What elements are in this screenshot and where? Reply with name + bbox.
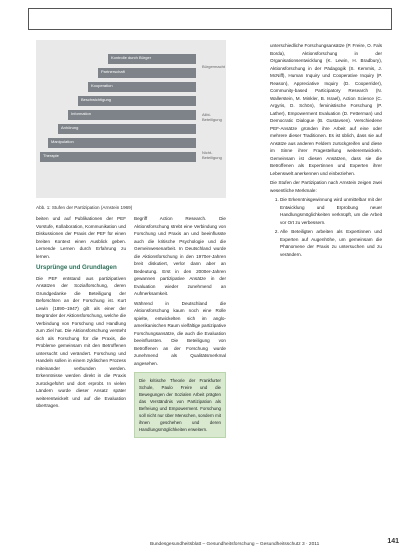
figure-caption: Abb. 1: Stufen der Partizipation (Arnstein 1969) bbox=[36, 205, 133, 210]
column-1-intro: beiten und auf Publikationen der PEF Vorstufe, Kollaboration, Kommunikation und Diskussionen der Praxis der PEF für einen breiten Kontext einen Ausblick geben. Lernende Lernen durch Erfahrung zu lernen. bbox=[36, 216, 126, 259]
text-column-1 bbox=[36, 215, 126, 412]
participation-ladder-figure bbox=[36, 40, 226, 198]
journal-footer: Bundesgesundheitsblatt – Gesundheitsforschung – Gesundheitsschutz 3 · 2011 bbox=[150, 542, 320, 547]
ladder-annotation: Nicht-Beteiligung bbox=[202, 150, 222, 160]
column-2-body: Während in Deutschland die Aktionsforschung kaum noch eine Rolle spielte, entwickelten sich im anglo-amerikanischen Raum vielfältige partizipative Forschungsansätze, die auch die Evaluation beeinflussten. Die Beteiligung von Betroffenen an der Forschung wurde zunehmend als Qualitätsmerkmal angesehen. bbox=[134, 300, 226, 366]
ladder-annotation: Alibi-Beteiligung bbox=[202, 112, 222, 122]
ladder-step: Information bbox=[68, 110, 196, 120]
ladder-step: Kontrolle durch Bürger bbox=[108, 54, 196, 64]
column-3-intro: unterschiedliche Forschungsansätze (P. Freire, O. Fals Borda), Aktionsforschung in der Organisationsentwicklung (K. Lewin, H. Bradbury), Aktionsforschung in der Pädagogik (S. Kemmis, J. McNiff), Human Inquiry und Cooperative Inquiry (P. Reason), Appreciative Inquiry (D. Cooperrider), Community-based Participatory Research (N. Wallerstein, M. Minkler, B. Israel), Action Science (C. Argyris, D. Schön), feministische Forschung (P. Lather), Empowerment Evaluation (D. Fetterman) und Democratic Dialogue (B. Gustavsen). Verschiedene PEF-Ansätze gründen ihre Arbeit auf eine oder mehrere dieser Traditionen. Es ist üblich, dass sie auf Ansätze aus anderen Feldern zurückgreifen und diese im Sinne ihrer Fragestellung weiterentwickeln. Gemeinsam ist diesen Ansätzen, dass sie die Betroffenen als Expertinnen und Experten ihrer Lebenswelt anerkennen und einbeziehen. bbox=[270, 43, 382, 176]
ladder-annotation: Bürgermacht bbox=[202, 64, 225, 69]
info-box: Die kritische Theorie der Frankfurter Schule, Paulo Freire und die Bewegungen der Sozialen Arbeit prägten das Verständnis von Partizipation als Befreiung und Empowerment. Forschung soll nicht nur über Menschen, sondern mit ihnen geschehen und deren Handlungsmöglichkeiten erweitern. bbox=[134, 372, 226, 438]
column-2-intro: Begriff Action Research. Die Aktionsforschung strebt eine Verbindung von Forschung und Praxis an und beeinflusste auch die kritische Psychologie und die Gemeinwesenarbeit. In Deutschland wurde die Aktionsforschung in den 1970er-Jahren breit diskutiert, verlor dann aber an Bedeutung. Erst in den 2000er-Jahren gewannen partizipative Ansätze in der Evaluation wieder zunehmend an Aufmerksamkeit. bbox=[134, 216, 226, 296]
page-header-box bbox=[28, 8, 392, 30]
column-3-list-intro: Die Stufen der Partizipation nach Arnstein zeigen zwei wesentliche Merkmale: bbox=[270, 180, 382, 193]
ladder-step: Kooperation bbox=[88, 82, 196, 92]
ladder-step: Beschwichtigung bbox=[78, 96, 196, 106]
section-heading: Ursprünge und Grundlagen bbox=[36, 264, 117, 271]
ladder-step: Anhörung bbox=[58, 124, 196, 134]
text-column-3 bbox=[270, 42, 382, 260]
ladder-step: Partnerschaft bbox=[98, 68, 196, 78]
page-number: 141 bbox=[387, 538, 399, 545]
numbered-list bbox=[280, 196, 382, 258]
text-column-2 bbox=[134, 215, 226, 438]
list-item: 2. Alle Beteiligten arbeiten als Expertinnen und Experten auf Augenhöhe, um gemeinsam die Phänomene der Praxis zu untersuchen und zu verändern. bbox=[280, 228, 382, 258]
ladder-step: Therapie bbox=[40, 152, 196, 162]
ladder-step: Manipulation bbox=[48, 138, 196, 148]
column-1-body: Die PEF entstand aus partizipativen Ansätzen der Sozialforschung, deren Grundgedanke die Beteiligung der Beforschten an der Forschung ist. Kurt Lewin (1890–1947) gilt als einer der Begründer der Aktionsforschung, welche die Verbindung von Forschung und Handlung zum Ziel hat. Die Aktionsforschung versteht sich als Forschung für die Praxis, die Probleme gemeinsam mit den Betroffenen untersucht und verändert. Forschung und Handeln sollen in einem zyklischen Prozess miteinander verbunden werden. Erkenntnisse werden direkt in die Praxis zurückgeführt und dort erprobt. In vielen Ländern wurde dieser Ansatz später weiterentwickelt und auf die Evaluation übertragen. bbox=[36, 275, 126, 408]
list-item: 1. Die Erkenntnisgewinnung wird unmittelbar mit der Entwicklung und Erprobung neuer Handlungsmöglichkeiten verknüpft, um die Arbeit vor Ort zu verbessern. bbox=[280, 196, 382, 226]
